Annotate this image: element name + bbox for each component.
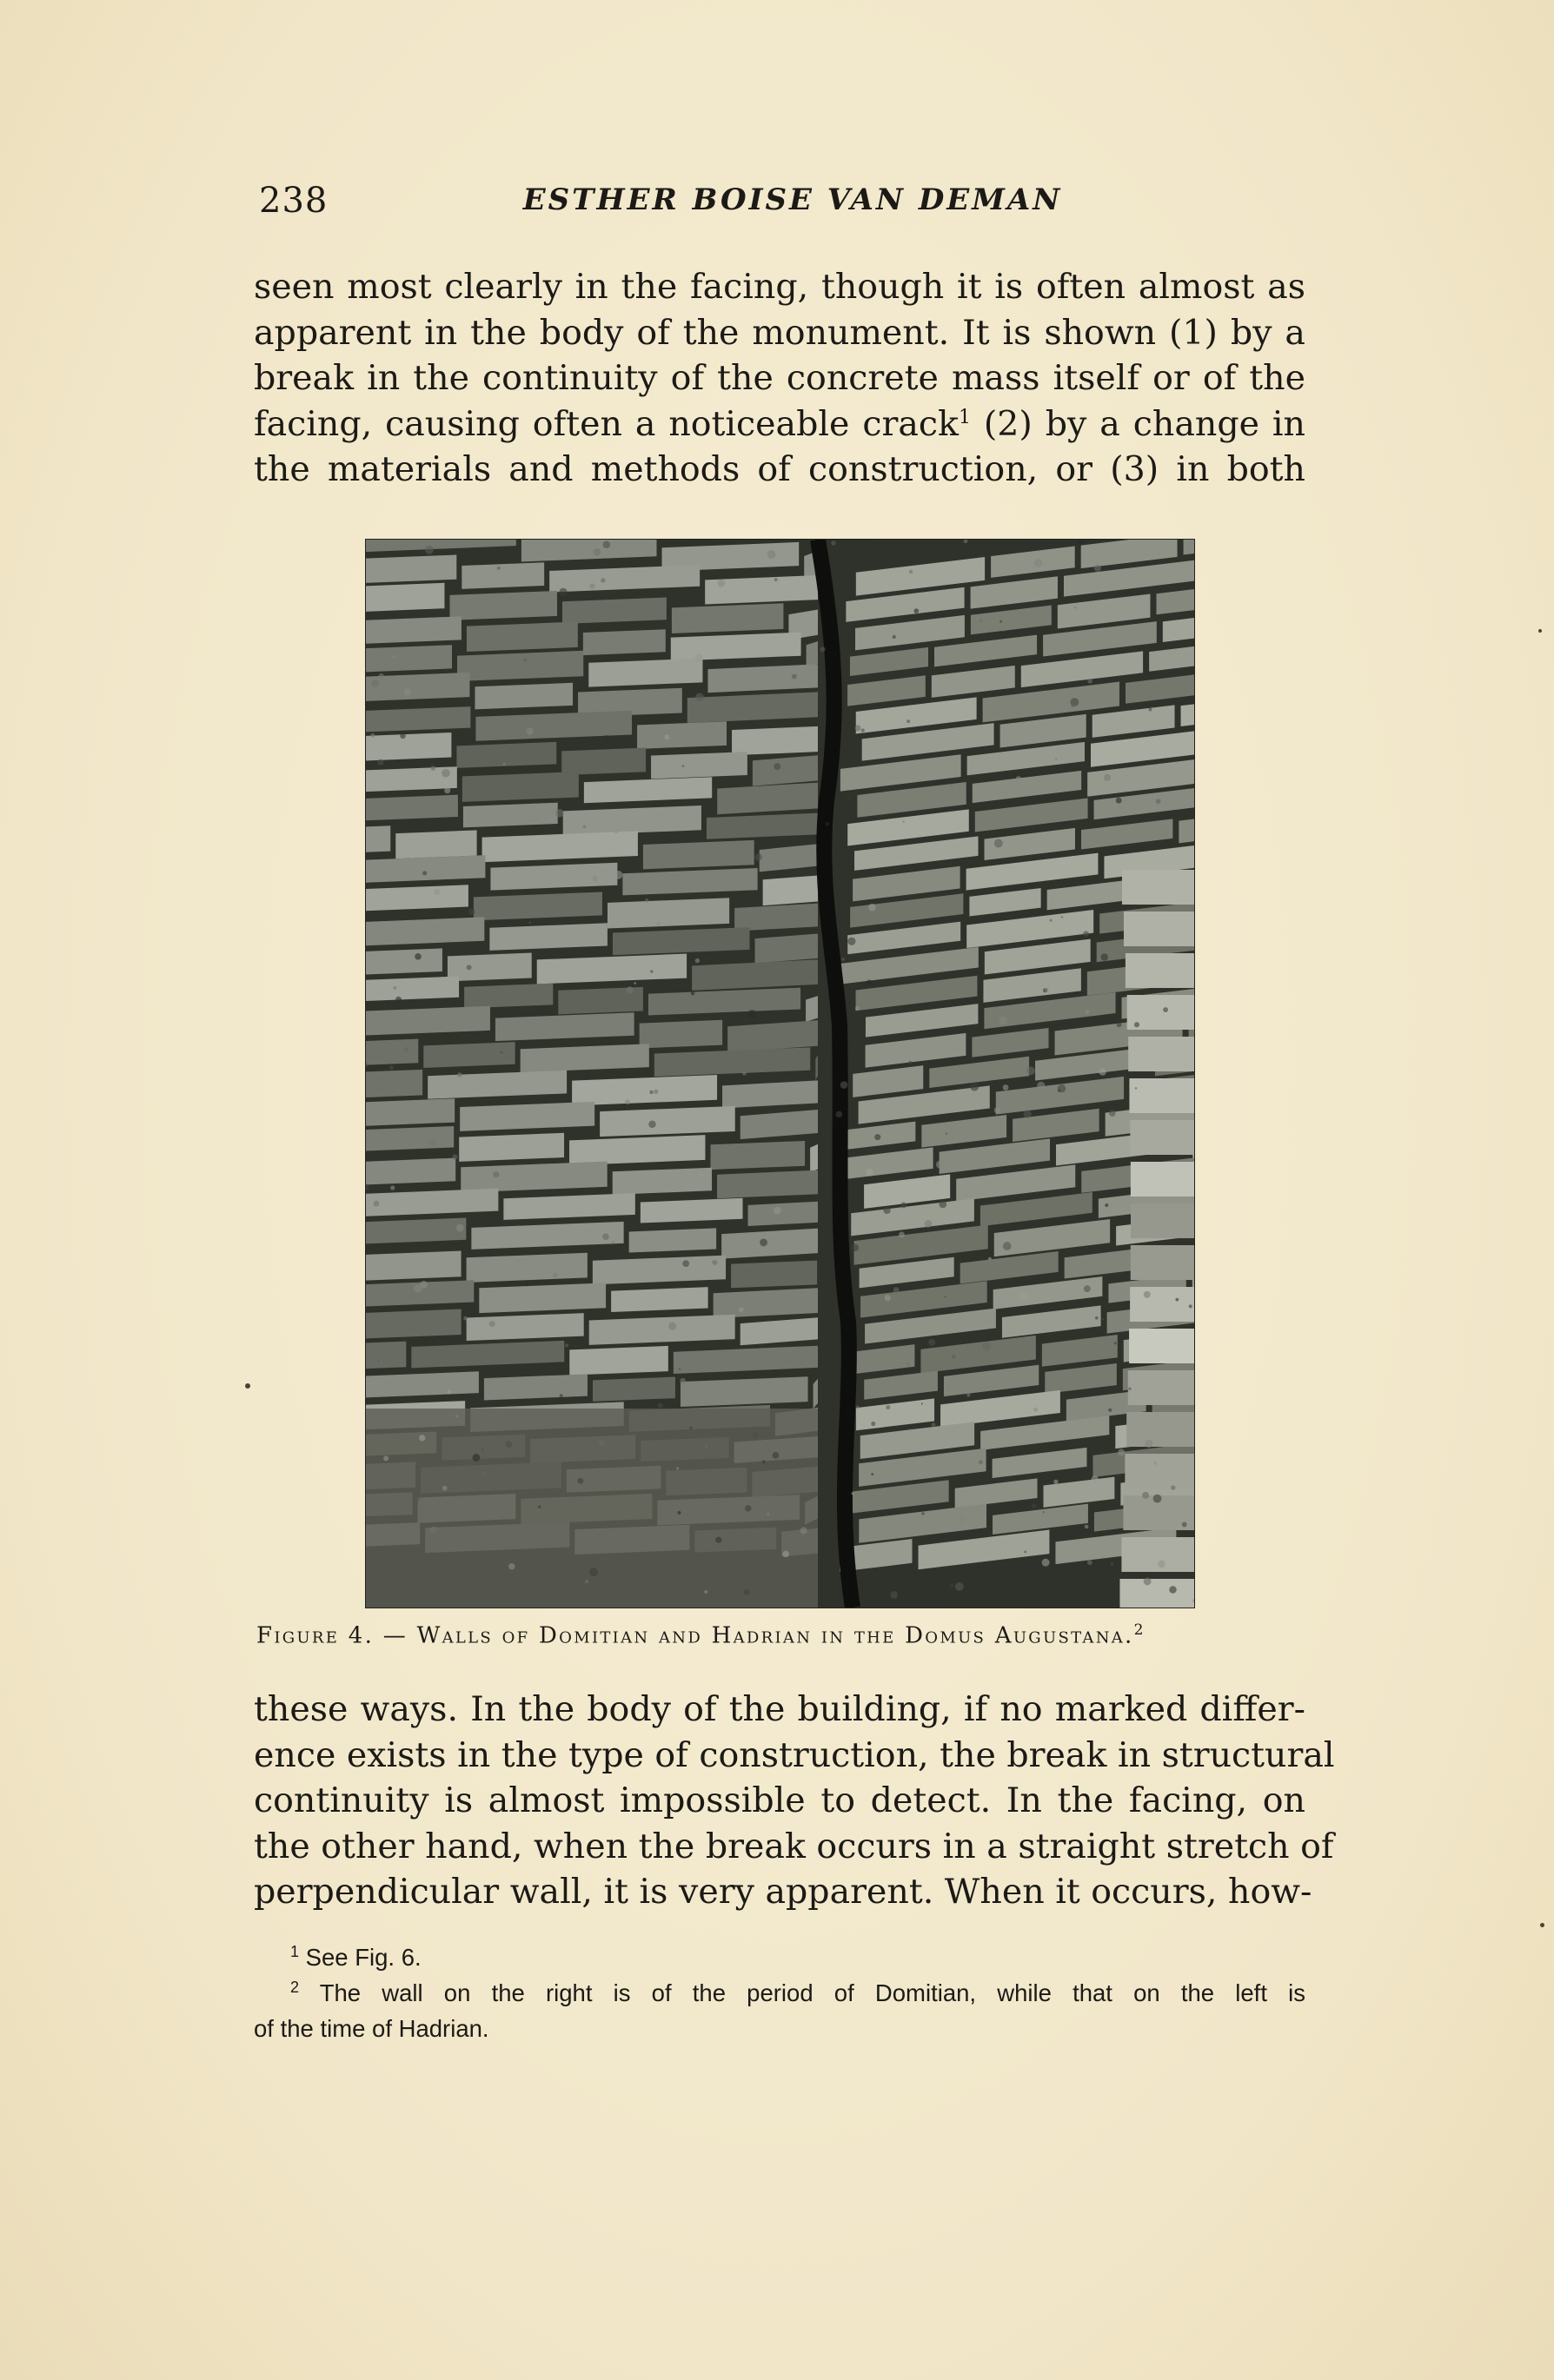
running-head: ESTHER BOISE VAN DEMAN	[522, 182, 1063, 217]
text-line: break in the continuity of the concrete mass itself or of the	[254, 358, 1305, 398]
text-segment: (2) by a change in	[983, 403, 1305, 444]
caption-text: Figure 4. — Walls of Domitian and Hadrian in the Domus Augustana.	[256, 1622, 1134, 1649]
text-line: continuity is almost impossible to detect. In the facing, on	[254, 1780, 1305, 1820]
footnote-text: See Fig. 6.	[305, 1944, 422, 1971]
text-line: these ways. In the body of the building, if no marked differ-	[254, 1689, 1305, 1729]
brick-wall-photo	[366, 540, 1194, 1608]
text-segment: facing, causing often a noticeable crack	[254, 403, 959, 444]
footnote-text: The wall on the right is of the period of Domitian, while that on the left is	[319, 1979, 1305, 2006]
paper-speck	[245, 1383, 250, 1389]
figure-photograph-walls	[365, 539, 1195, 1608]
paper-speck	[1540, 1923, 1544, 1927]
body-paragraph-top	[254, 264, 1305, 493]
page-header	[254, 181, 1305, 233]
figure-caption	[256, 1621, 1312, 1649]
text-line-with-footnote	[254, 401, 1305, 447]
text-line: apparent in the body of the monument. It is shown (1) by a	[254, 312, 1305, 353]
caption-footnote-reference: 2	[1133, 1621, 1144, 1639]
text-line: the other hand, when the break occurs in a straight stretch of	[254, 1826, 1334, 1866]
footnote-2	[254, 1975, 1305, 2011]
text-line: the materials and methods of construction, or (3) in both	[254, 449, 1305, 489]
paper-speck	[1538, 629, 1542, 633]
footnote-mark: 2	[290, 1978, 300, 1996]
footnote-2-continuation: of the time of Hadrian.	[254, 2015, 489, 2042]
text-line: perpendicular wall, it is very apparent. When it occurs, how-	[254, 1872, 1312, 1912]
body-paragraph-bottom	[254, 1687, 1335, 1915]
page-number: 238	[259, 181, 329, 221]
footnote-1	[254, 1939, 1305, 1975]
footnotes	[254, 1939, 1305, 2046]
footnote-mark: 1	[290, 1942, 300, 1960]
footnote-reference-1: 1	[958, 406, 971, 428]
text-line: seen most clearly in the facing, though it is often almost as	[254, 267, 1305, 307]
text-line: ence exists in the type of construction, the break in structural	[254, 1734, 1335, 1775]
